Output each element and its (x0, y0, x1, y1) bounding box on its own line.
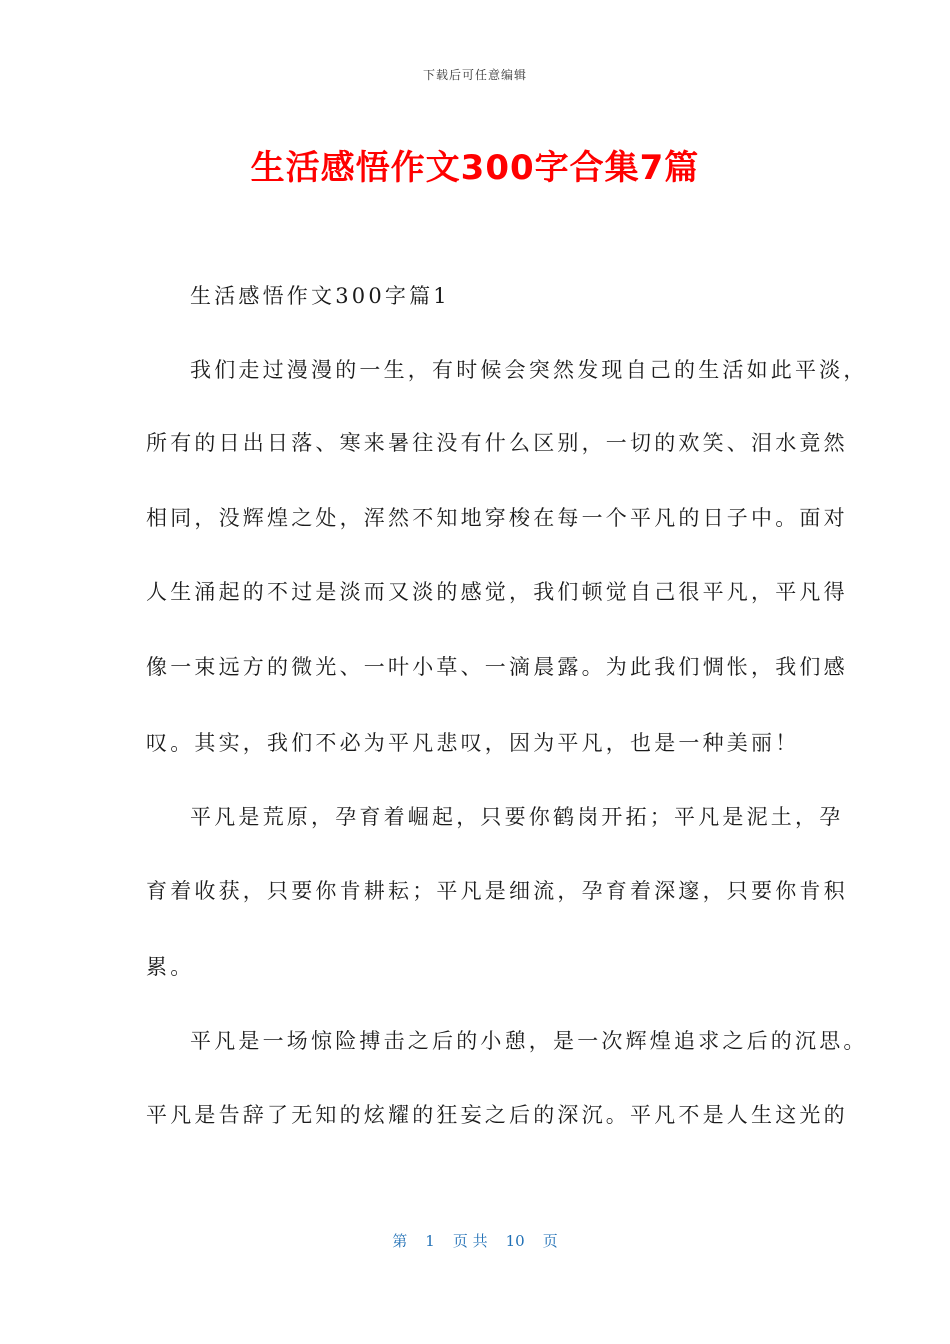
paragraph-line: 平凡是一场惊险搏击之后的小憩，是一次辉煌追求之后的沉思。 (190, 1029, 868, 1053)
header-note: 下载后可任意编辑 (422, 68, 527, 82)
page-footer (0, 1230, 950, 1251)
footer-suffix: 页 (542, 1232, 558, 1250)
paragraph-line: 像一束远方的微光、一叶小草、一滴晨露。为此我们惆怅，我们感 (146, 655, 848, 679)
section-heading: 生活感悟作文300字篇1 (190, 284, 450, 308)
document-title: 生活感悟作文300字合集7篇 (250, 148, 700, 188)
footer-prefix: 第 (392, 1232, 408, 1250)
paragraph-line: 育着收获，只要你肯耕耘；平凡是细流，孕育着深邃，只要你肯积 (146, 879, 848, 903)
paragraph-line: 平凡是告辞了无知的炫耀的狂妄之后的深沉。平凡不是人生这光的 (146, 1103, 848, 1127)
paragraph-line: 所有的日出日落、寒来暑往没有什么区别，一切的欢笑、泪水竟然 (146, 431, 848, 455)
paragraph-line: 叹。其实，我们不必为平凡悲叹，因为平凡，也是一种美丽！ (146, 731, 800, 755)
footer-mid: 页 共 (452, 1232, 488, 1250)
paragraph-line: 累。 (146, 955, 195, 979)
paragraph-line: 相同，没辉煌之处，浑然不知地穿梭在每一个平凡的日子中。面对 (146, 506, 848, 530)
paragraph-line: 我们走过漫漫的一生，有时候会突然发现自己的生活如此平淡， (190, 358, 868, 382)
paragraph-line: 人生涌起的不过是淡而又淡的感觉，我们顿觉自己很平凡，平凡得 (146, 580, 848, 604)
footer-page-number: 1 (425, 1232, 435, 1250)
paragraph-line: 平凡是荒原，孕育着崛起，只要你鹤岗开拓；平凡是泥土，孕 (190, 805, 844, 829)
footer-page-total: 10 (505, 1232, 525, 1250)
